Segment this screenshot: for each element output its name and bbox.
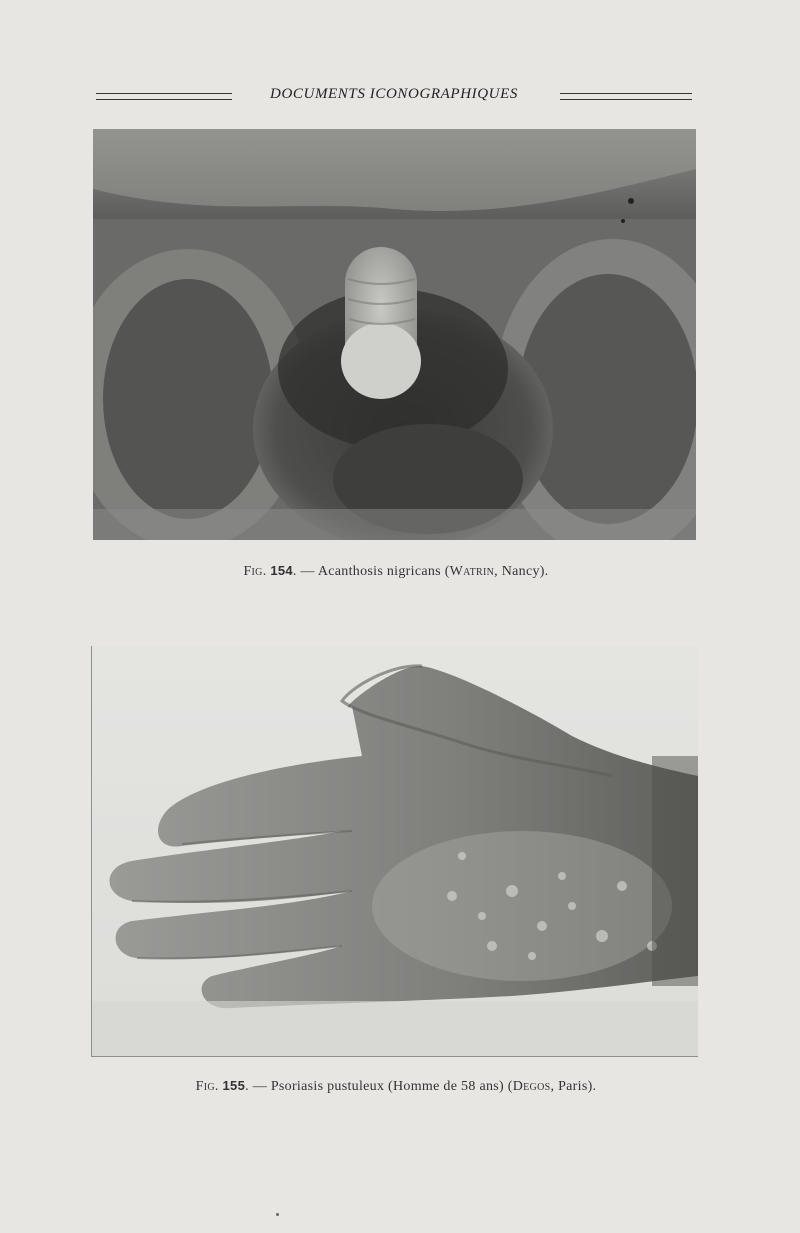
figure-155-number: 155: [222, 1078, 246, 1093]
figure-155-caption: Fig. 155. — Psoriasis pustuleux (Homme de 58 ans) (Degos, Paris).: [195, 1078, 597, 1094]
figure-155-location: , Paris).: [550, 1079, 597, 1094]
figure-155-author: Degos: [512, 1079, 551, 1094]
running-title: DOCUMENTS ICONOGRAPHIQUES: [270, 86, 518, 102]
figure-155-photograph: [91, 646, 698, 1057]
figure-154-description: — Acanthosis nigricans (: [300, 564, 450, 579]
figure-154-label: Fig.: [243, 564, 267, 579]
header-rule-right: [560, 93, 692, 100]
figure-154-author: Watrin: [449, 564, 495, 579]
figure-155-label: Fig.: [195, 1079, 219, 1094]
figure-154-location: , Nancy).: [494, 564, 549, 579]
figure-154-caption: Fig. 154. — Acanthosis nigricans (Watrin, Nancy).: [243, 563, 549, 579]
figure-154-photograph: [93, 129, 696, 540]
running-header: [96, 86, 692, 108]
page-mark: [276, 1213, 279, 1216]
figure-154-number: 154: [270, 563, 293, 578]
figure-155-description: — Psoriasis pustuleux (Homme de 58 ans) (: [252, 1079, 513, 1094]
